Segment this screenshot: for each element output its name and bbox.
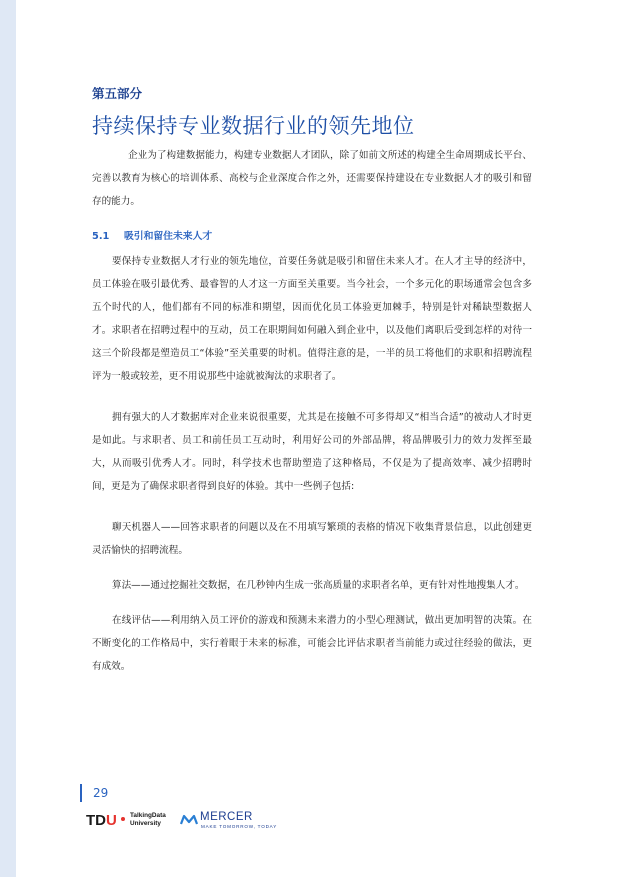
tdu-logo-u: U <box>106 812 117 829</box>
page-number-bar <box>80 784 82 802</box>
mercer-tagline: MAKE TOMORROW, TODAY <box>201 824 278 829</box>
section-title: 持续保持专业数据行业的领先地位 <box>92 114 415 138</box>
subsection-heading <box>92 228 212 242</box>
tdu-logo-td: TD <box>86 812 106 829</box>
mercer-logo-icon <box>180 814 198 826</box>
mercer-logo: MERCER <box>200 811 253 823</box>
body-paragraph: 聊天机器人——回答求职者的问题以及在不用填写繁琐的表格的情况下收集背景信息，以此创建更灵活愉快的招聘流程。 <box>92 522 532 556</box>
body-paragraph: 在线评估——利用纳入员工评价的游戏和预测未来潜力的小型心理测试，做出更加明智的决策。在不断变化的工作格局中，实行着眼于未来的标准，可能会比评估求职者当前能力或过往经验的做法，更有成效。 <box>92 615 532 672</box>
subsection-title: 吸引和留住未来人才 <box>124 231 213 242</box>
university-text: University <box>130 819 161 827</box>
intro-paragraph: 企业为了构建数据能力，构建专业数据人才团队，除了如前文所述的构建全生命周期成长平台、完善以教育为核心的培训体系、高校与企业深度合作之外，还需要保持建设在专业数据人才的吸引和留存的能力。 <box>92 150 532 207</box>
body-paragraph: 拥有强大的人才数据库对企业来说很重要，尤其是在接触不可多得却又“相当合适”的被动人才时更是如此。与求职者、员工和前任员工互动时，利用好公司的外部品牌，将品牌吸引力的效力发挥至最大，从而吸引优秀人才。同时，科学技术也帮助塑造了这种格局，不仅是为了提高效率、减少招聘时间，更是为了确保求职者得到良好的体验。其中一些例子包括: <box>92 412 532 492</box>
sidebar-band <box>0 0 16 877</box>
logo-dot-icon <box>121 817 125 821</box>
body-paragraph: 要保持专业数据人才行业的领先地位，首要任务就是吸引和留住未来人才。在人才主导的经济中，员工体验在吸引最优秀、最睿智的人才这一方面至关重要。当今社会，一个多元化的职场通常会包含多五个时代的人，他们都有不同的标准和期望，因而优化员工体验更加棘手，特别是针对稀缺型数据人才。求职者在招聘过程中的互动，员工在职期间如何融入到企业中，以及他们离职后受到怎样的对待一这三个阶段都是塑造员工“体验”至关重要的时机。值得注意的是，一半的员工将他们的求职和招聘流程评为一般或较差，更不用说那些中途就被淘汰的求职者了。 <box>92 256 532 382</box>
section-label: 第五部分 <box>92 86 143 101</box>
talkingdata-text: TalkingData <box>130 812 166 819</box>
tdu-logo <box>86 812 117 829</box>
page-number: 29 <box>93 786 109 800</box>
body-paragraph: 算法——通过挖掘社交数据，在几秒钟内生成一张高质量的求职者名单，更有针对性地搜集人才。 <box>112 580 525 591</box>
subsection-number: 5.1 <box>92 231 110 242</box>
talkingdata-university-logo <box>130 812 166 827</box>
